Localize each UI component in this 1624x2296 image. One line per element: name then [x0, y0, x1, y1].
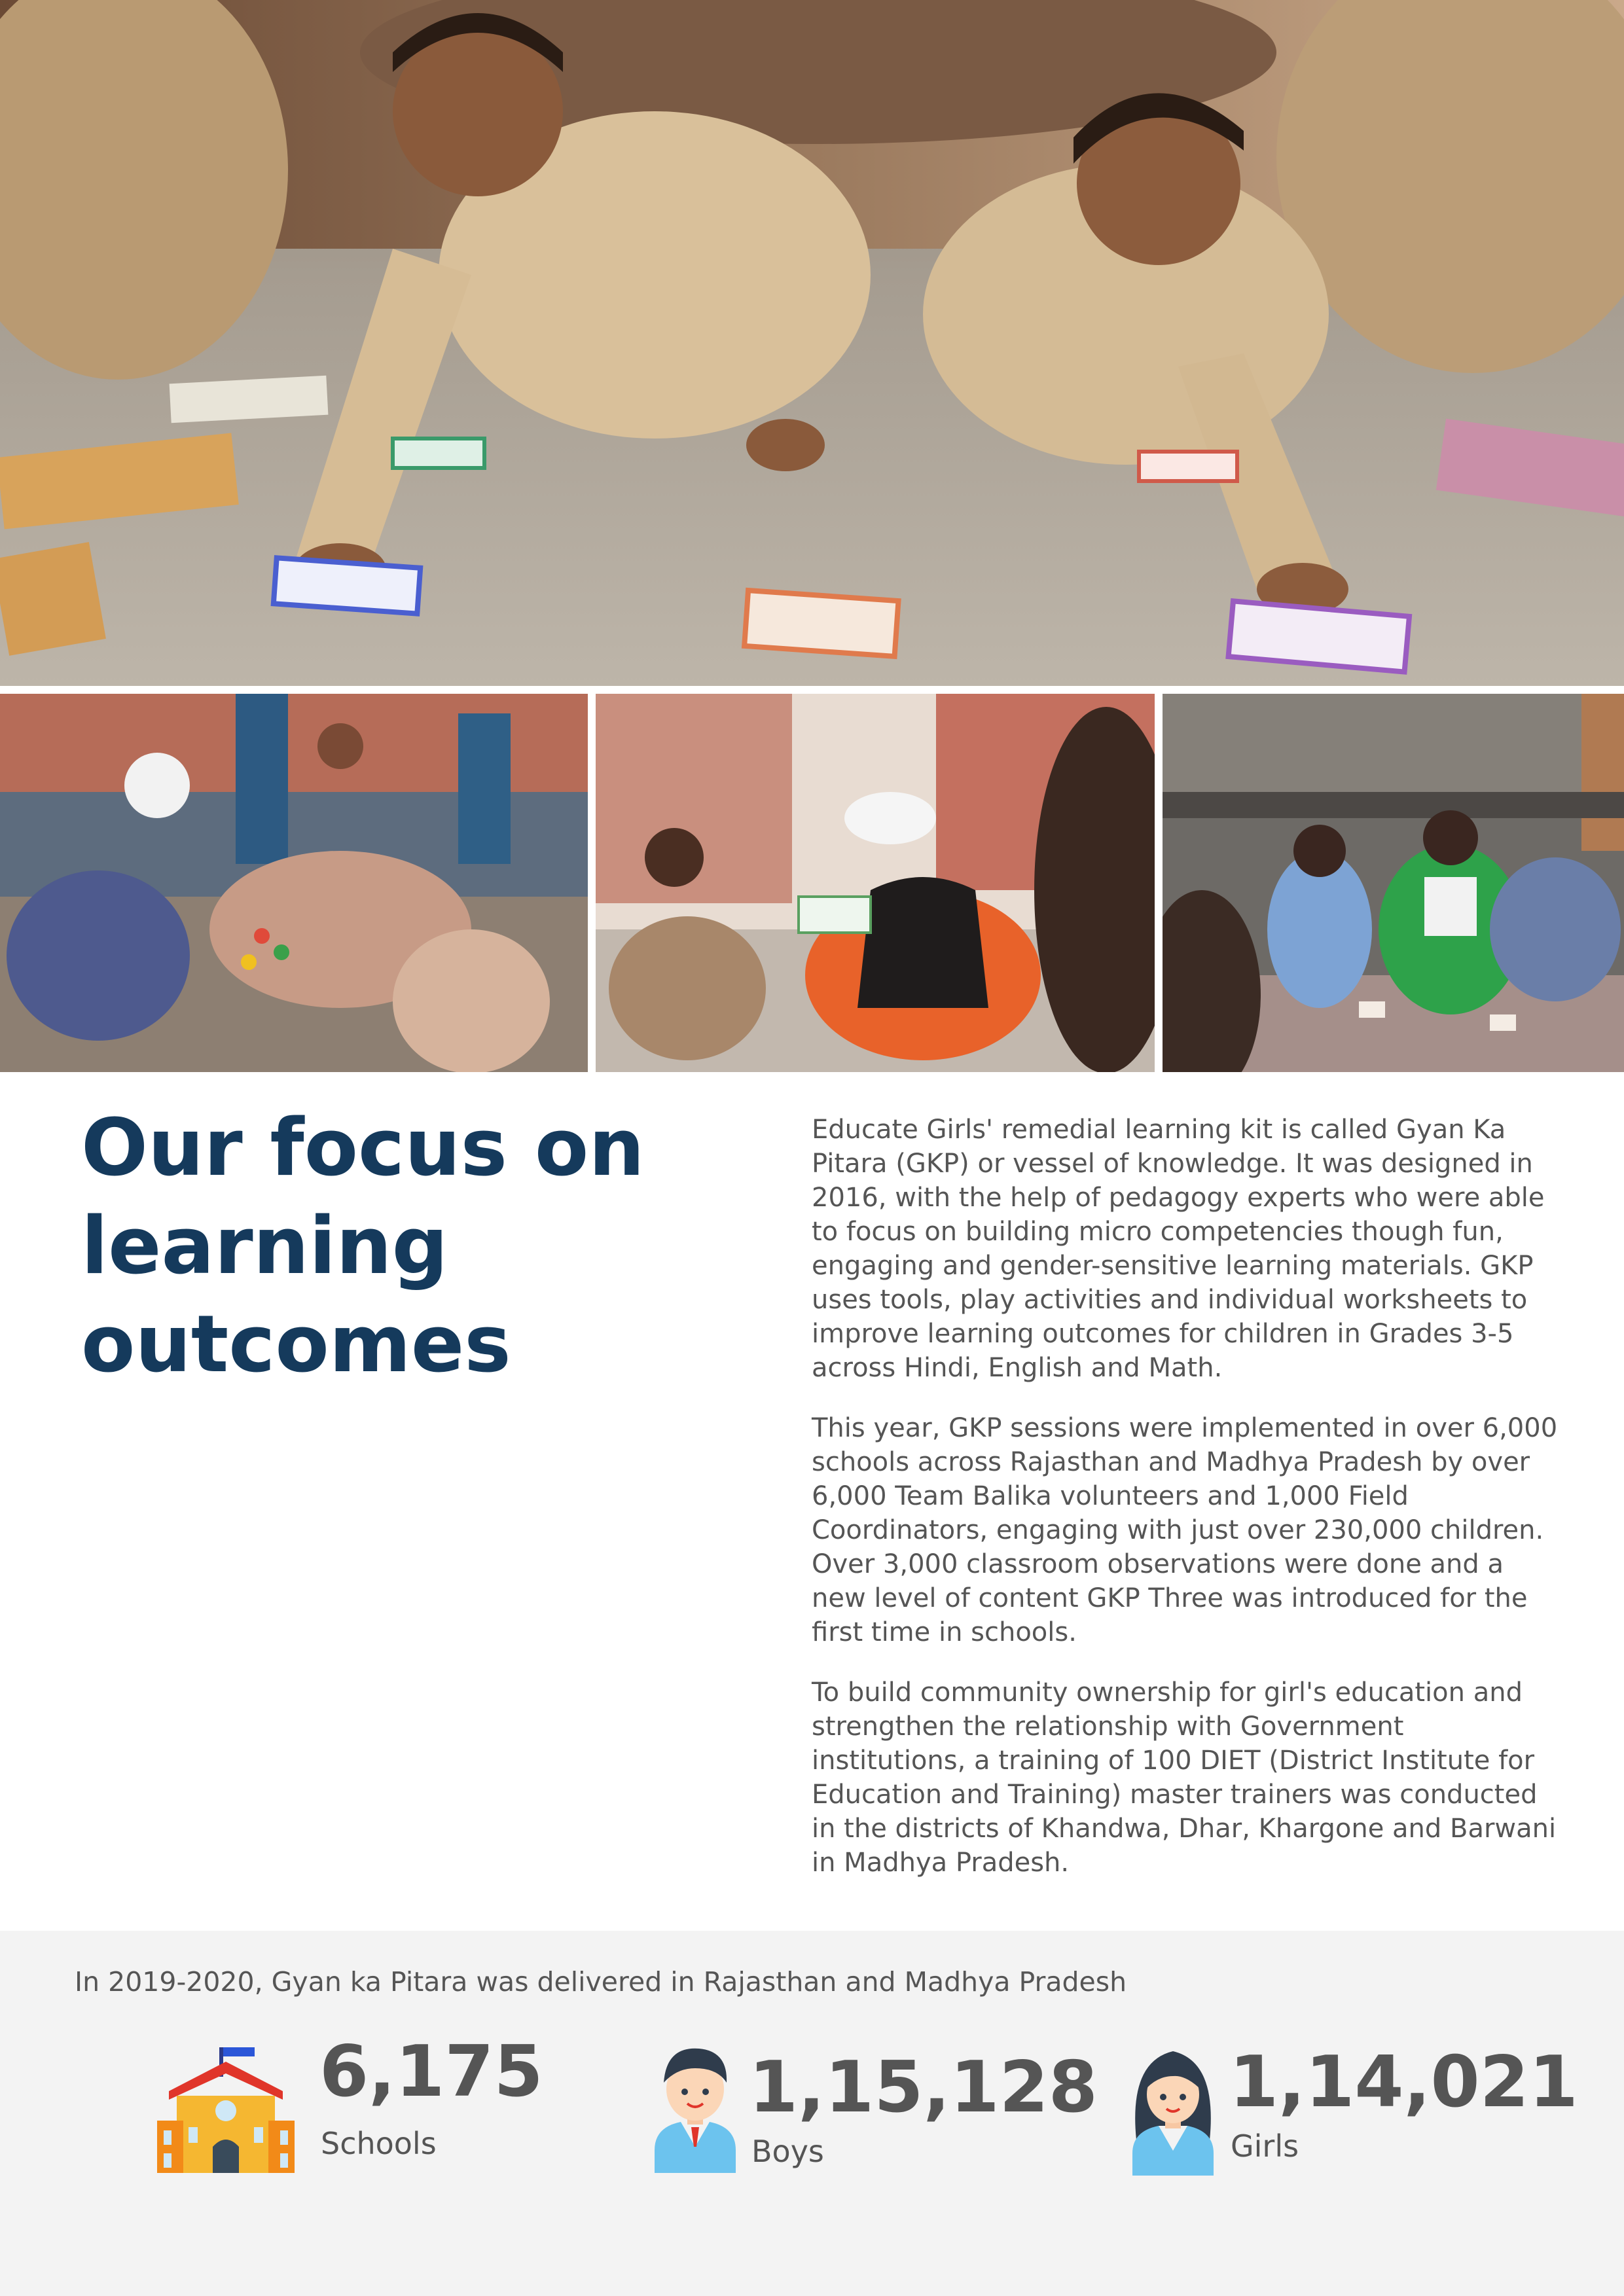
page-title: Our focus on learning outcomes — [81, 1103, 645, 1390]
paragraph: To build community ownership for girl's education and strengthen the relationship with Government institutions, a training of 100 DIET (District Institute for Education and Training) master trainers was conducted in the districts of Khandwa, Dhar, Khargone and Barwani in Madhya Pradesh. — [812, 1677, 1557, 1878]
stat-value: 1,15,128 — [749, 2047, 1098, 2128]
stat-girls — [1132, 2041, 1578, 2173]
paragraph: Educate Girls' remedial learning kit is called Gyan Ka Pitara (GKP) or vessel of knowledge. It was designed in 2016, with the help of pedagogy experts who were able to focus on building micro competencies though fun, engaging and gender-sensitive learning materials. GKP uses tools, play activities and individual worksheets to improve learning outcomes for children in Grades 3-5 across Hindi, English and Math. — [812, 1115, 1545, 1383]
stat-label: Boys — [751, 2134, 824, 2169]
stat-value: 6,175 — [319, 2031, 543, 2113]
boy-icon — [655, 2042, 736, 2173]
stat-value: 1,14,021 — [1229, 2041, 1578, 2123]
school-icon — [157, 2042, 295, 2179]
paragraph: This year, GKP sessions were implemented in over 6,000 schools across Rajasthan and Madhya Pradesh by over 6,000 Team Balika volunteers and 1,000 Field Coordinators, engaging with just over 230,000 children. Over 3,000 classroom observations were done and a new level of content GKP Three was introduced for the first time in schools. — [812, 1413, 1558, 1647]
classroom-activity-photo — [1163, 694, 1624, 1072]
children-learning-photo — [0, 0, 1624, 686]
stat-boys — [655, 2042, 1098, 2173]
stats-panel — [0, 1931, 1624, 2296]
stat-schools — [157, 2031, 550, 2173]
stat-label: Girls — [1231, 2128, 1299, 2164]
girl-icon — [1132, 2042, 1214, 2176]
body-text — [812, 1113, 1558, 1906]
flashcard-session-photo — [596, 694, 1155, 1072]
stat-label: Schools — [321, 2126, 437, 2161]
volunteer-with-girls-photo — [0, 694, 588, 1072]
stats-caption: In 2019-2020, Gyan ka Pitara was delivered in Rajasthan and Madhya Pradesh — [75, 1966, 1127, 1998]
